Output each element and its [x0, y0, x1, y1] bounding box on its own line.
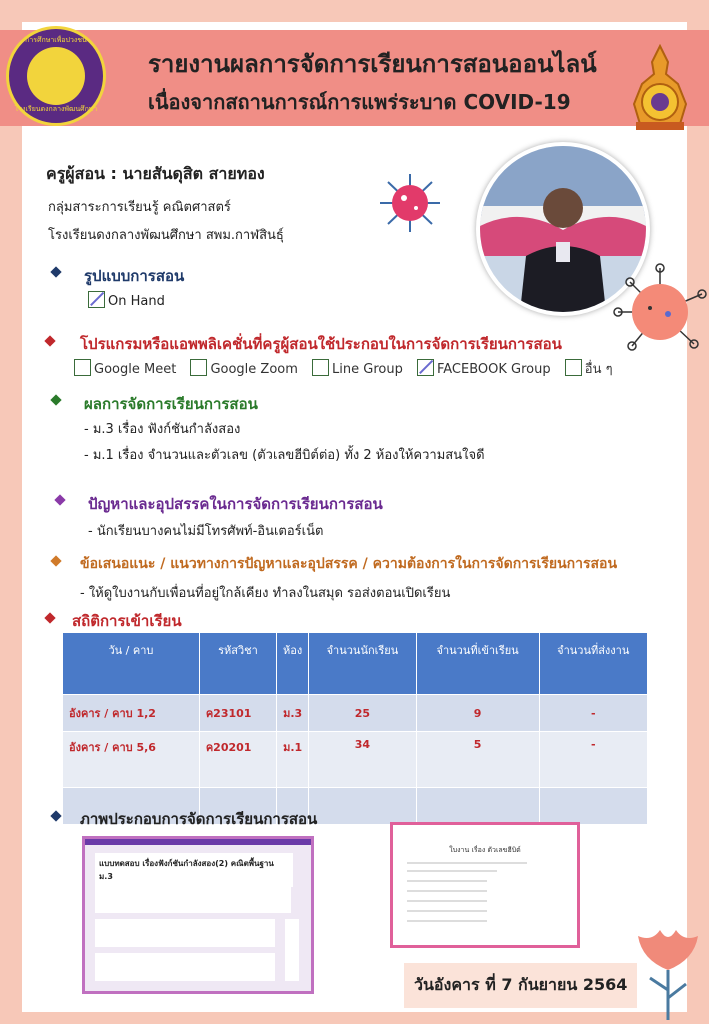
subject-group: กลุ่มสาระการเรียนรู้ คณิตศาสตร์ [48, 200, 231, 215]
checkbox-icon [417, 359, 434, 376]
illustrations-heading: ภาพประกอบการจัดการเรียนการสอน [80, 810, 318, 828]
programs-heading: โปรแกรมหรือแอพพลิเคชั่นที่ครูผู้สอนใช้ประกอบในการจัดการเรียนการสอน [80, 335, 562, 353]
header-banner [0, 30, 709, 126]
programs-options [74, 358, 623, 379]
table-row: อังคาร / คาบ 1,2 ค23101 ม.3 25 9 - [63, 695, 648, 732]
checkbox-icon [312, 359, 329, 376]
school-logo: การศึกษาเพื่อปวงชน โรงเรียนดงกลางพัฒนศึกษา [6, 26, 106, 126]
column-header: รหัสวิชา [199, 633, 276, 695]
column-header: ห้อง [277, 633, 309, 695]
checkbox-icon [74, 359, 91, 376]
table-row: อังคาร / คาบ 5,6 ค20201 ม.1 34 5 - [63, 732, 648, 788]
flower-icon [632, 920, 704, 1020]
quiz-screenshot: แบบทดสอบ เรื่องฟังก์ชันกำลังสอง(2) คณิตพื้นฐาน ม.3 [82, 836, 314, 994]
result-item: - ม.1 เรื่อง จำนวนและตัวเลข (ตัวเลขฮีบิต์ต่อ) ทั้ง 2 ห้องให้ความสนใจดี [84, 448, 485, 463]
page-title: รายงานผลการจัดการเรียนการสอนออนไลน์ [148, 50, 597, 78]
option-facebook-group[interactable]: FACEBOOK Group [417, 362, 551, 377]
virus-graphic-icon [610, 262, 709, 362]
problem-item: - นักเรียนบางคนไม่มีโทรศัพท์-อินเตอร์เน็ต [88, 524, 324, 539]
suggestions-heading: ข้อเสนอแนะ / แนวทางการปัญหาและอุปสรรค / ความต้องการในการจัดการเรียนการสอน [80, 556, 618, 572]
attendance-heading: สถิติการเข้าเรียน [72, 612, 182, 630]
teaching-mode-heading: รูปแบบการสอน [84, 267, 185, 285]
suggestion-item: - ให้ดูใบงานกับเพื่อนที่อยู่ใกล้เคียง ทำลงในสมุด รอส่งตอนเปิดเรียน [80, 586, 451, 601]
problems-heading: ปัญหาและอุปสรรคในการจัดการเรียนการสอน [88, 495, 383, 513]
option-other[interactable]: อื่น ๆ [565, 362, 613, 377]
teaching-mode-option[interactable]: On Hand [88, 291, 165, 309]
option-google-zoom[interactable]: Google Zoom [190, 362, 297, 377]
result-item: - ม.3 เรื่อง ฟังก์ชันกำลังสอง [84, 422, 241, 437]
results-heading: ผลการจัดการเรียนการสอน [84, 395, 258, 413]
column-header: จำนวนนักเรียน [309, 633, 417, 695]
worksheet-screenshot: ใบงาน เรื่อง ตัวเลขฮีบิต์ [390, 822, 580, 948]
obec-emblem-icon [628, 44, 692, 132]
column-header: จำนวนที่ส่งงาน [539, 633, 648, 695]
column-header: วัน / คาบ [63, 633, 200, 695]
checkbox-icon [88, 291, 105, 308]
attendance-table [62, 632, 648, 825]
table-header-row [63, 633, 648, 695]
checkbox-icon [190, 359, 207, 376]
page-subtitle: เนื่องจากสถานการณ์การแพร่ระบาด COVID-19 [148, 90, 571, 114]
teacher-name: ครูผู้สอน : นายสันดุสิต สายทอง [46, 164, 265, 183]
virus-icon [372, 170, 448, 236]
checkbox-icon [565, 359, 582, 376]
option-google-meet[interactable]: Google Meet [74, 362, 176, 377]
report-date: วันอังคาร ที่ 7 กันยายน 2564 [404, 963, 637, 1008]
school-name: โรงเรียนดงกลางพัฒนศึกษา สพม.กาฬสินธุ์ [48, 228, 284, 243]
column-header: จำนวนที่เข้าเรียน [416, 633, 539, 695]
option-line-group[interactable]: Line Group [312, 362, 403, 377]
